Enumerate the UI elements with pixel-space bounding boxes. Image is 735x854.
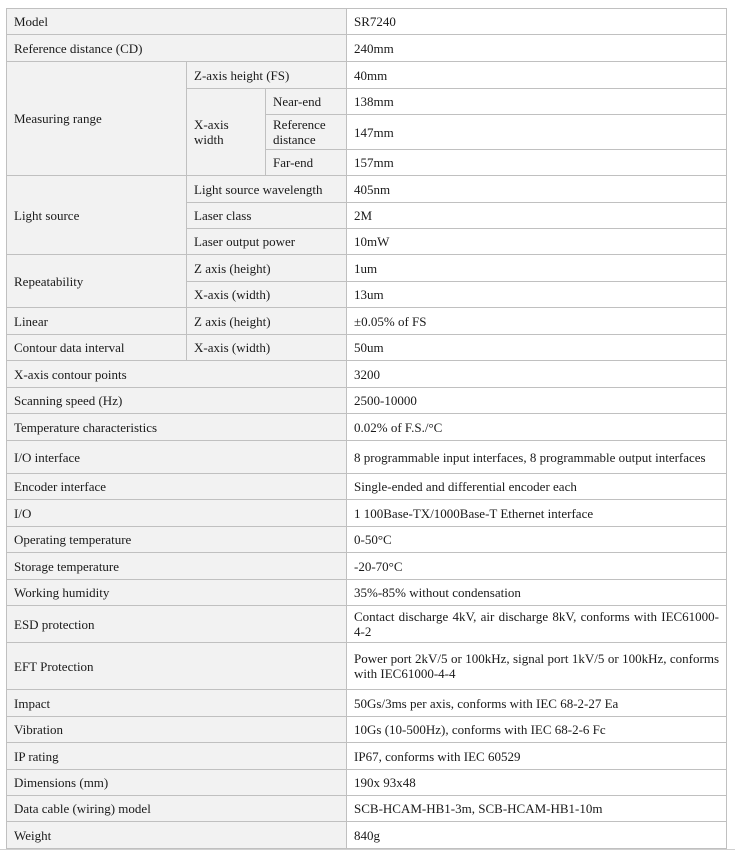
value-far-end: 157mm <box>347 150 727 176</box>
row-io <box>7 500 727 527</box>
label-contour-data-interval: Contour data interval <box>7 335 187 361</box>
value-working-humidity: 35%-85% without condensation <box>347 580 727 606</box>
label-repeatability-z: Z axis (height) <box>187 255 347 282</box>
row-vibration <box>7 717 727 743</box>
value-weight: 840g <box>347 822 727 849</box>
label-eft-protection: EFT Protection <box>7 643 347 690</box>
value-scanning-speed: 2500-10000 <box>347 388 727 414</box>
label-encoder-interface: Encoder interface <box>7 474 347 500</box>
label-io: I/O <box>7 500 347 527</box>
label-z-axis-height-fs: Z-axis height (FS) <box>187 62 347 89</box>
row-operating-temperature <box>7 527 727 553</box>
row-data-cable <box>7 796 727 822</box>
value-repeatability-x: 13um <box>347 282 727 308</box>
value-storage-temperature: -20-70°C <box>347 553 727 580</box>
label-storage-temperature: Storage temperature <box>7 553 347 580</box>
row-repeatability-z <box>7 255 727 282</box>
value-io-interface: 8 programmable input interfaces, 8 programmable output interfaces <box>347 441 727 474</box>
row-model <box>7 9 727 35</box>
value-vibration: 10Gs (10-500Hz), conforms with IEC 68-2-6 Fc <box>347 717 727 743</box>
row-reference-distance <box>7 35 727 62</box>
label-scanning-speed: Scanning speed (Hz) <box>7 388 347 414</box>
label-ip-rating: IP rating <box>7 743 347 770</box>
label-contour-x-axis: X-axis (width) <box>187 335 347 361</box>
row-impact <box>7 690 727 717</box>
label-working-humidity: Working humidity <box>7 580 347 606</box>
label-data-cable: Data cable (wiring) model <box>7 796 347 822</box>
value-temperature-characteristics: 0.02% of F.S./°C <box>347 414 727 441</box>
label-near-end: Near-end <box>266 89 347 115</box>
value-eft-protection: Power port 2kV/5 or 100kHz, signal port 1kV/5 or 100kHz, conforms with IEC61000-4-4 <box>347 643 727 690</box>
label-reference-distance: Reference distance (CD) <box>7 35 347 62</box>
label-linear-z-axis: Z axis (height) <box>187 308 347 335</box>
label-light-source: Light source <box>7 176 187 255</box>
row-dimensions <box>7 770 727 796</box>
bottom-divider <box>0 849 735 850</box>
label-far-end: Far-end <box>266 150 347 176</box>
value-ip-rating: IP67, conforms with IEC 60529 <box>347 743 727 770</box>
label-temperature-characteristics: Temperature characteristics <box>7 414 347 441</box>
label-vibration: Vibration <box>7 717 347 743</box>
label-laser-output-power: Laser output power <box>187 229 347 255</box>
label-light-source-wavelength: Light source wavelength <box>187 176 347 203</box>
value-light-source-wavelength: 405nm <box>347 176 727 203</box>
row-ip-rating <box>7 743 727 770</box>
label-dimensions: Dimensions (mm) <box>7 770 347 796</box>
value-laser-output-power: 10mW <box>347 229 727 255</box>
value-encoder-interface: Single-ended and differential encoder each <box>347 474 727 500</box>
label-reference-distance-x: Reference distance <box>266 115 347 150</box>
label-impact: Impact <box>7 690 347 717</box>
row-encoder-interface <box>7 474 727 500</box>
row-eft-protection <box>7 643 727 690</box>
label-x-axis-contour-points: X-axis contour points <box>7 361 347 388</box>
value-x-axis-contour-points: 3200 <box>347 361 727 388</box>
label-weight: Weight <box>7 822 347 849</box>
value-dimensions: 190x 93x48 <box>347 770 727 796</box>
row-scanning-speed <box>7 388 727 414</box>
row-measuring-range-z <box>7 62 727 89</box>
value-io: 1 100Base-TX/1000Base-T Ethernet interface <box>347 500 727 527</box>
label-model: Model <box>7 9 347 35</box>
spec-table <box>6 8 727 849</box>
row-temperature-characteristics <box>7 414 727 441</box>
label-repeatability: Repeatability <box>7 255 187 308</box>
label-x-axis-width: X-axis width <box>187 89 266 176</box>
value-reference-distance: 240mm <box>347 35 727 62</box>
value-linear: ±0.05% of FS <box>347 308 727 335</box>
row-contour-data-interval <box>7 335 727 361</box>
value-esd-protection: Contact discharge 4kV, air discharge 8kV, conforms with IEC61000-4-2 <box>347 606 727 643</box>
value-reference-distance-x: 147mm <box>347 115 727 150</box>
value-laser-class: 2M <box>347 203 727 229</box>
row-light-wavelength <box>7 176 727 203</box>
row-linear <box>7 308 727 335</box>
row-esd-protection <box>7 606 727 643</box>
label-esd-protection: ESD protection <box>7 606 347 643</box>
value-operating-temperature: 0-50°C <box>347 527 727 553</box>
value-data-cable: SCB-HCAM-HB1-3m, SCB-HCAM-HB1-10m <box>347 796 727 822</box>
row-working-humidity <box>7 580 727 606</box>
row-weight <box>7 822 727 849</box>
label-repeatability-x: X-axis (width) <box>187 282 347 308</box>
row-x-axis-contour-points <box>7 361 727 388</box>
value-model: SR7240 <box>347 9 727 35</box>
value-impact: 50Gs/3ms per axis, conforms with IEC 68-2-27 Ea <box>347 690 727 717</box>
label-io-interface: I/O interface <box>7 441 347 474</box>
value-near-end: 138mm <box>347 89 727 115</box>
value-repeatability-z: 1um <box>347 255 727 282</box>
row-storage-temperature <box>7 553 727 580</box>
row-io-interface <box>7 441 727 474</box>
value-contour-data-interval: 50um <box>347 335 727 361</box>
value-z-axis-height-fs: 40mm <box>347 62 727 89</box>
label-laser-class: Laser class <box>187 203 347 229</box>
label-operating-temperature: Operating temperature <box>7 527 347 553</box>
label-linear: Linear <box>7 308 187 335</box>
label-measuring-range: Measuring range <box>7 62 187 176</box>
